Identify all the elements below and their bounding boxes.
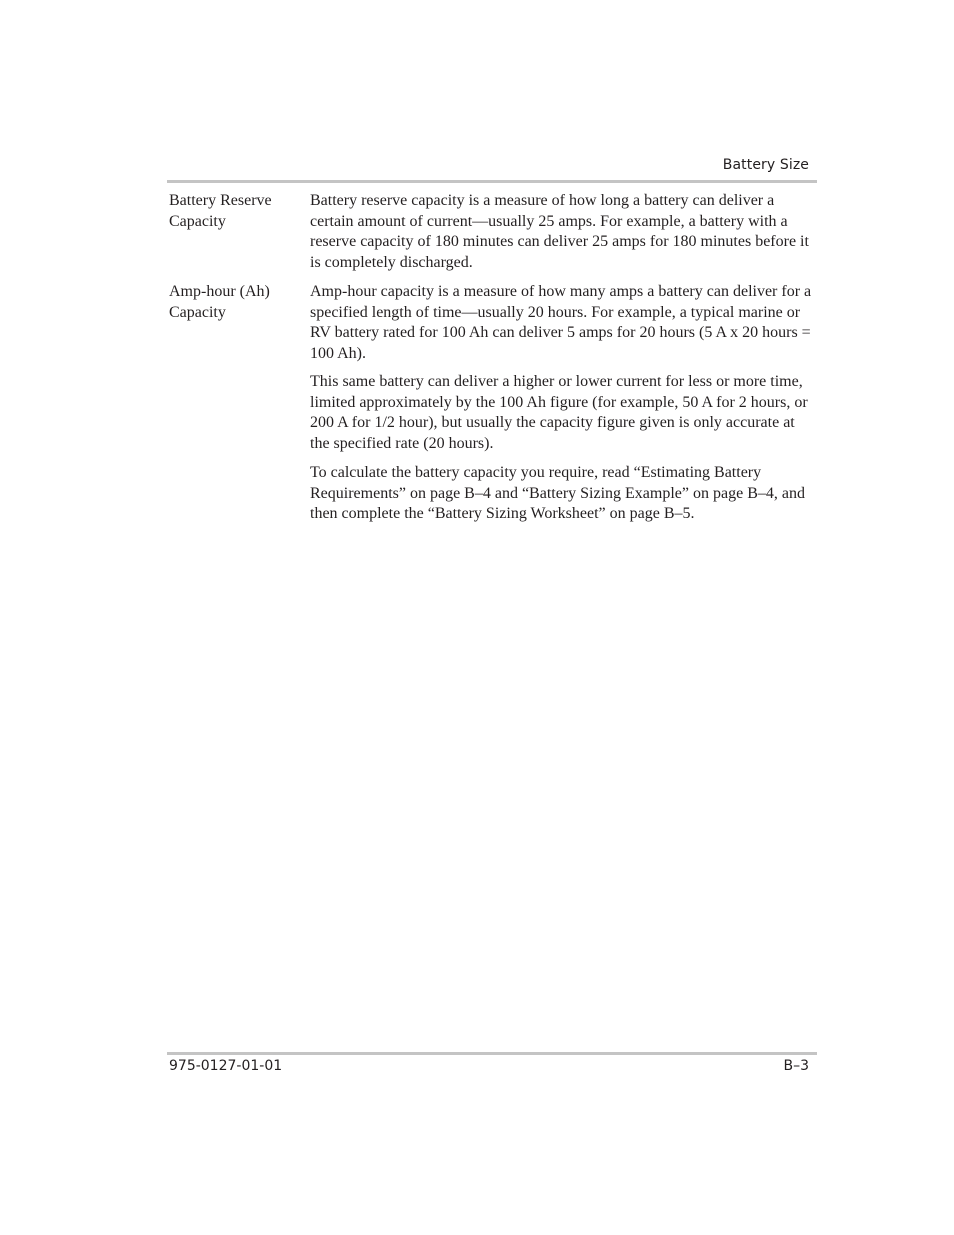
page-number: B–3 [783, 1058, 809, 1074]
footer-rule [167, 1052, 817, 1055]
running-header-title: Battery Size [722, 157, 809, 173]
definition-paragraph: Battery reserve capacity is a measure of how long a battery can deliver a certain amount of current—usually 25 amps. For example, a battery with a reserve capacity of 180 minutes can deliver 25 amps for 180 minutes before it is completely discharged. [310, 192, 809, 271]
term-amp-hour-capacity: Amp-hour (Ah) Capacity [169, 283, 270, 321]
header-rule [167, 180, 817, 183]
definition-paragraph: Amp-hour capacity is a measure of how many amps a battery can deliver for a specified length of time—usually 20 hours. For example, a typical marine or RV battery rated for 100 Ah can deliver 5 amps for 20 hours (5 A x 20 hours = 100 Ah). [310, 283, 812, 362]
definition-paragraph: To calculate the battery capacity you require, read “Estimating Battery Requirements” on page B–4 and “Battery Sizing Example” on page B–4, and then complete the “Battery Sizing Worksheet” on page B–5. [310, 464, 805, 522]
definition-paragraph: This same battery can deliver a higher or lower current for less or more time, limited approximately by the 100 Ah figure (for example, 50 A for 2 hours, or 200 A for 1/2 hour), but usually the capacity figure given is only accurate at the specified rate (20 hours). [310, 373, 808, 452]
term-battery-reserve-capacity: Battery Reserve Capacity [169, 192, 272, 230]
document-number: 975-0127-01-01 [169, 1058, 283, 1074]
